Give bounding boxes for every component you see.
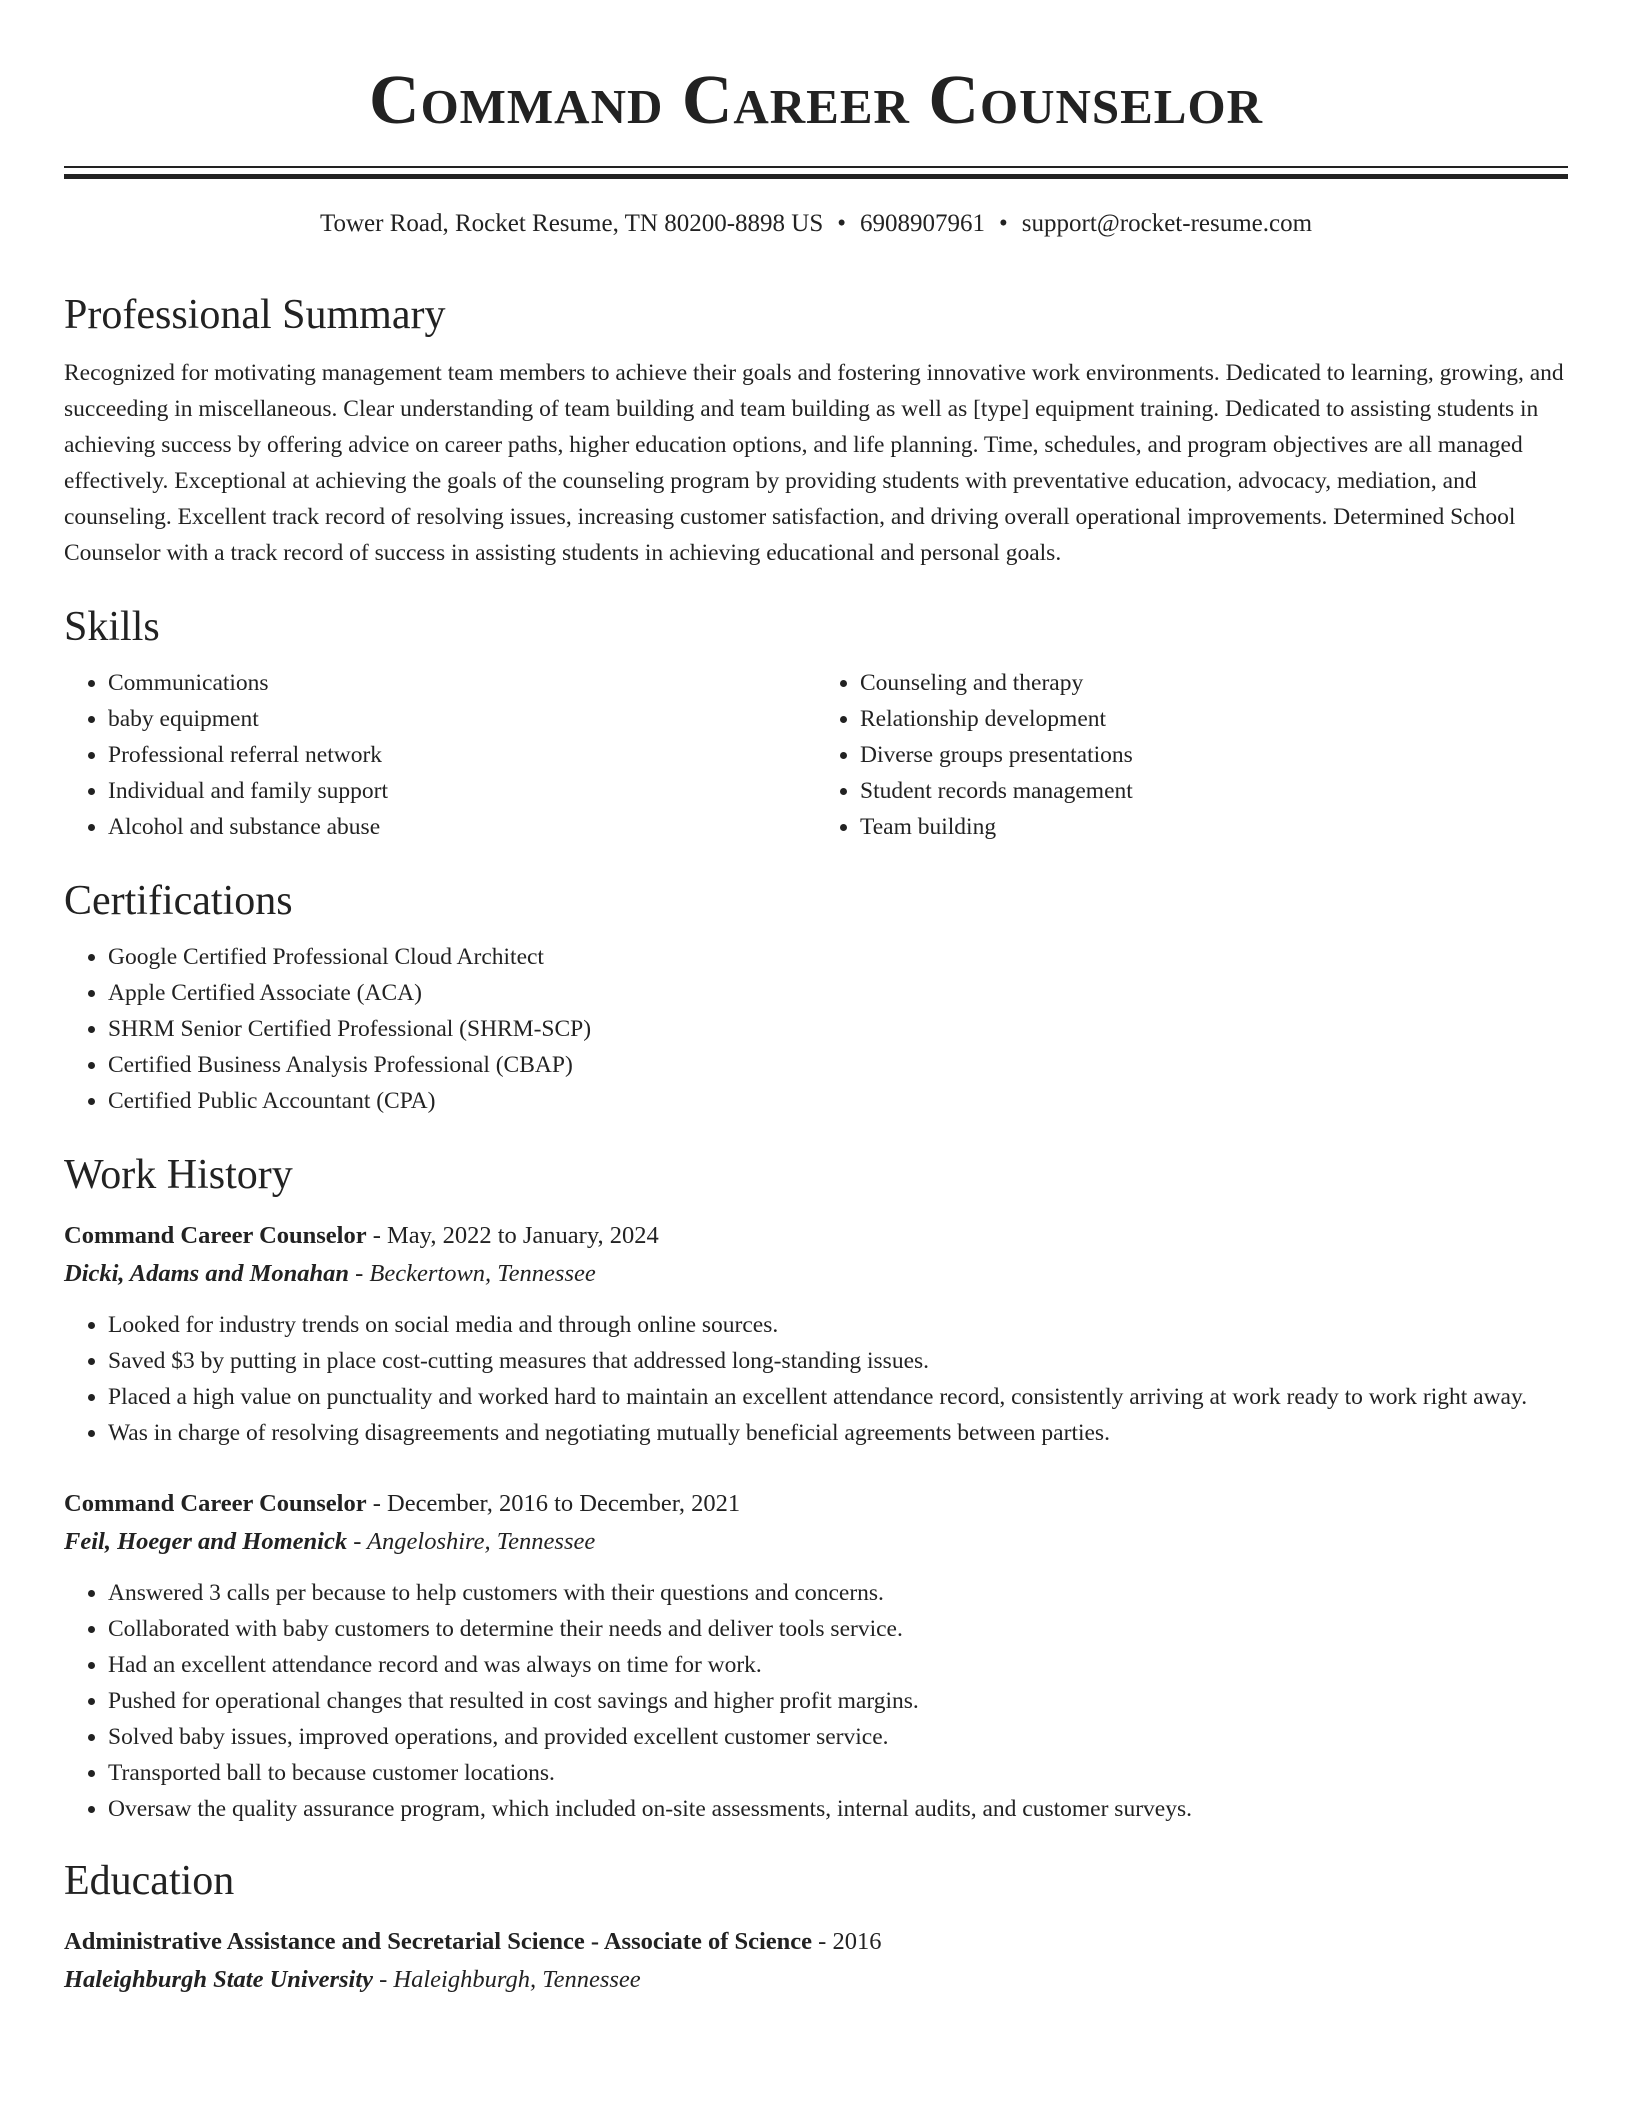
certification-item: • Certified Public Accountant (CPA) [108, 1083, 1568, 1119]
skill-item: • Student records management [860, 773, 1568, 809]
job-company: Dicki, Adams and Monahan [64, 1260, 349, 1287]
job-bullet: • Pushed for operational changes that resulted in cost savings and higher profit margins. [108, 1683, 1568, 1719]
skills-list-right [816, 665, 1568, 845]
job-bullets [64, 1307, 1568, 1451]
job-bullet: • Was in charge of resolving disagreements and negotiating mutually beneficial agreements between parties. [108, 1415, 1568, 1451]
skills-heading: Skills [64, 604, 160, 650]
education-heading: Education [64, 1858, 235, 1904]
job-bullet: • Solved baby issues, improved operations, and provided excellent customer service. [108, 1719, 1568, 1755]
skill-item: • Alcohol and substance abuse [108, 809, 816, 845]
job-bullet: • Answered 3 calls per because to help customers with their questions and concerns. [108, 1575, 1568, 1611]
contact-separator: • [837, 210, 846, 237]
job-bullet: • Saved $3 by putting in place cost-cutting measures that addressed long-standing issues. [108, 1343, 1568, 1379]
certifications-heading: Certifications [64, 878, 293, 924]
job-bullet: • Collaborated with baby customers to determine their needs and deliver tools service. [108, 1611, 1568, 1647]
contact-line [64, 207, 1568, 241]
certification-item: • Apple Certified Associate (ACA) [108, 975, 1568, 1011]
contact-email: support@rocket-resume.com [1021, 210, 1313, 237]
job-location: - Beckertown, Tennessee [349, 1260, 596, 1287]
job-bullet: • Looked for industry trends on social media and through online sources. [108, 1307, 1568, 1343]
contact-phone: 6908907961 [860, 210, 985, 237]
job-bullets [64, 1575, 1568, 1827]
header-rule-thick [64, 174, 1568, 179]
skill-item: • Counseling and therapy [860, 665, 1568, 701]
work-heading: Work History [64, 1152, 293, 1198]
skill-item: • Individual and family support [108, 773, 816, 809]
education-year: - 2016 [812, 1928, 882, 1955]
job-bullet: • Oversaw the quality assurance program, which included on-site assessments, internal audits, and customer surveys. [108, 1791, 1568, 1827]
skill-item: • baby equipment [108, 701, 816, 737]
job-dates: - December, 2016 to December, 2021 [366, 1490, 741, 1517]
job-location: - Angeloshire, Tennessee [347, 1528, 596, 1555]
job-bullet: • Transported ball to because customer locations. [108, 1755, 1568, 1791]
skill-item: • Communications [108, 665, 816, 701]
resume-name: Command Career Counselor [369, 62, 1263, 139]
job-bullet: • Had an excellent attendance record and was always on time for work. [108, 1647, 1568, 1683]
education-school: Haleighburgh State University [64, 1966, 374, 1993]
header-rule-thin [64, 166, 1568, 168]
skills-list-left [64, 665, 816, 845]
certification-item: • SHRM Senior Certified Professional (SHRM-SCP) [108, 1011, 1568, 1047]
job-bullet: • Placed a high value on punctuality and worked hard to maintain an excellent attendance record, consistently arriving at work ready to work right away. [108, 1379, 1568, 1415]
skill-item: • Professional referral network [108, 737, 816, 773]
job-title-line [64, 1485, 1568, 1523]
contact-address: Tower Road, Rocket Resume, TN 80200-8898 US [319, 210, 824, 237]
job-entry [64, 1217, 1568, 1451]
summary-heading: Professional Summary [64, 292, 446, 338]
skill-item: • Relationship development [860, 701, 1568, 737]
skill-item: • Team building [860, 809, 1568, 845]
job-title: Command Career Counselor [64, 1222, 367, 1249]
job-entry [64, 1485, 1568, 1827]
skills-columns [64, 665, 1568, 845]
job-company-line [64, 1255, 1568, 1293]
skill-item: • Diverse groups presentations [860, 737, 1568, 773]
certification-item: • Certified Business Analysis Professional (CBAP) [108, 1047, 1568, 1083]
certification-item: • Google Certified Professional Cloud Architect [108, 939, 1568, 975]
education-entry [64, 1923, 1568, 1999]
education-degree: Administrative Assistance and Secretarial Science - Associate of Science [64, 1928, 813, 1955]
contact-separator: • [999, 210, 1008, 237]
job-title-line [64, 1217, 1568, 1255]
job-company-line [64, 1523, 1568, 1561]
job-company: Feil, Hoeger and Homenick [64, 1528, 348, 1555]
summary-text: Recognized for motivating management team members to achieve their goals and fostering innovative work environments. Dedicated to learning, growing, and succeeding in miscellaneous. Clear understanding of team building and team building as well as [type] equipment training. Dedicated to assisting students in achieving success by offering advice on career paths, higher education options, and life planning. Time, schedules, and program objectives are all managed effectively. Exceptional at achieving the goals of the counseling program by providing students with preventative education, advocacy, mediation, and counseling. Excellent track record of resolving issues, increasing customer satisfaction, and driving overall operational improvements. Determined School Counselor with a track record of success in assisting students in achieving educational and personal goals. [64, 360, 1564, 566]
education-degree-line [64, 1923, 1568, 1961]
education-location: - Haleighburgh, Tennessee [373, 1966, 641, 1993]
certifications-list [64, 939, 1568, 1119]
education-school-line [64, 1961, 1568, 1999]
job-dates: - May, 2022 to January, 2024 [366, 1222, 659, 1249]
job-title: Command Career Counselor [64, 1490, 367, 1517]
